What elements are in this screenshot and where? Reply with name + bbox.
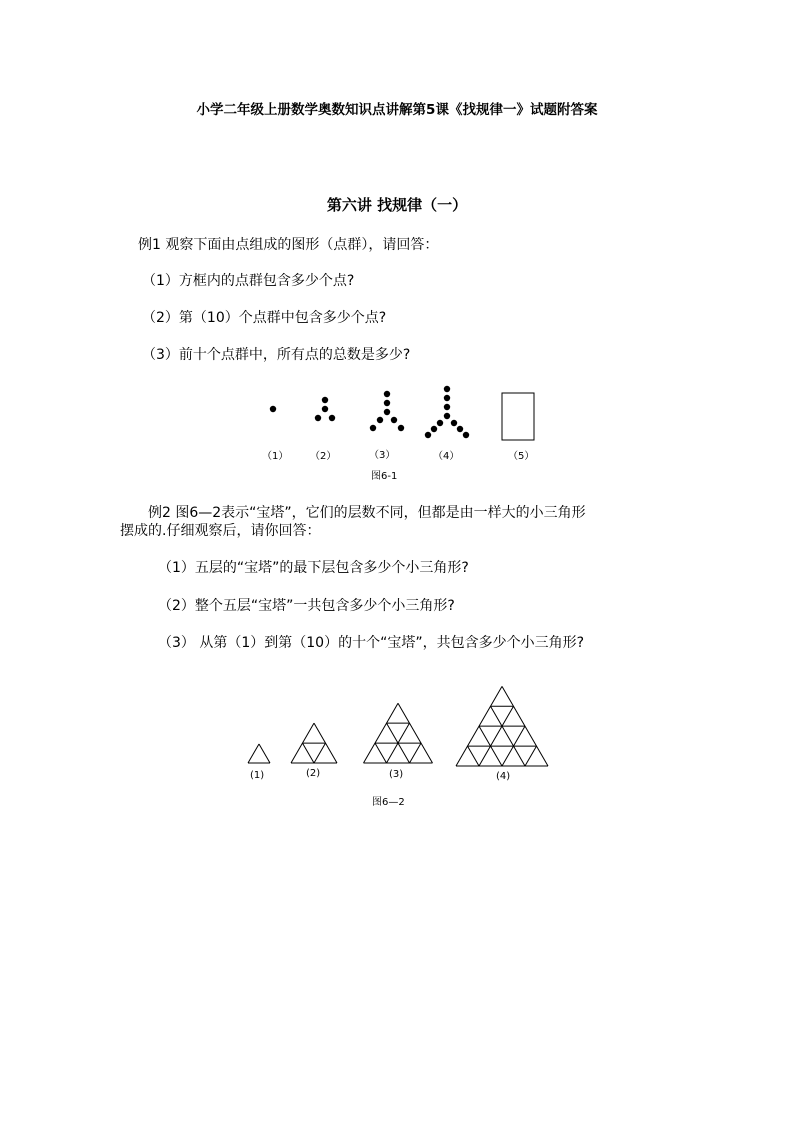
example1-question-3: （3）前十个点群中，所有点的总数是多少? [142, 347, 411, 363]
lesson-title: 第六讲 找规律（一） [326, 196, 468, 214]
dot-group-label-5: （5） [508, 451, 535, 462]
pagoda-3 [364, 703, 433, 763]
example2-intro-line1: 例2 图6—2表示“宝塔”，它们的层数不同，但都是由一样大的小三角形 [148, 505, 586, 521]
pagoda-label-3: (3) [389, 769, 404, 780]
example2-intro-line2: 摆成的.仔细观察后，请你回答： [120, 523, 321, 539]
pagoda-4 [456, 686, 548, 766]
figure-caption-6-1: 图6-1 [371, 471, 398, 482]
figure-caption-6-2: 图6—2 [372, 797, 405, 808]
document-title: 小学二年级上册数学奥数知识点讲解第5课《找规律一》试题附答案 [196, 102, 598, 118]
example1-intro: 例1 观察下面由点组成的图形（点群），请回答： [138, 237, 439, 253]
pagoda-label-1: (1) [250, 770, 265, 781]
pagoda-2 [291, 723, 337, 763]
example1-question-1: （1）方框内的点群包含多少个点? [142, 273, 355, 289]
example2-question-1: （1）五层的“宝塔”的最下层包含多少个小三角形? [158, 560, 469, 576]
pagoda-label-2: (2) [306, 768, 321, 779]
example1-question-2: （2）第（10）个点群中包含多少个点? [142, 310, 387, 326]
pagoda-1 [248, 744, 270, 763]
example2-question-2: （2）整个五层“宝塔”一共包含多少个小三角形? [158, 598, 455, 614]
pagoda-label-4: (4) [496, 771, 511, 782]
dot-group-label-1: （1） [262, 451, 289, 462]
dot-group-label-2: （2） [310, 451, 337, 462]
dot-group-label-4: （4） [433, 451, 460, 462]
dot-group-label-3: （3） [369, 450, 396, 461]
example2-question-3: （3） 从第（1）到第（10）的十个“宝塔”，共包含多少个小三角形? [158, 635, 585, 651]
